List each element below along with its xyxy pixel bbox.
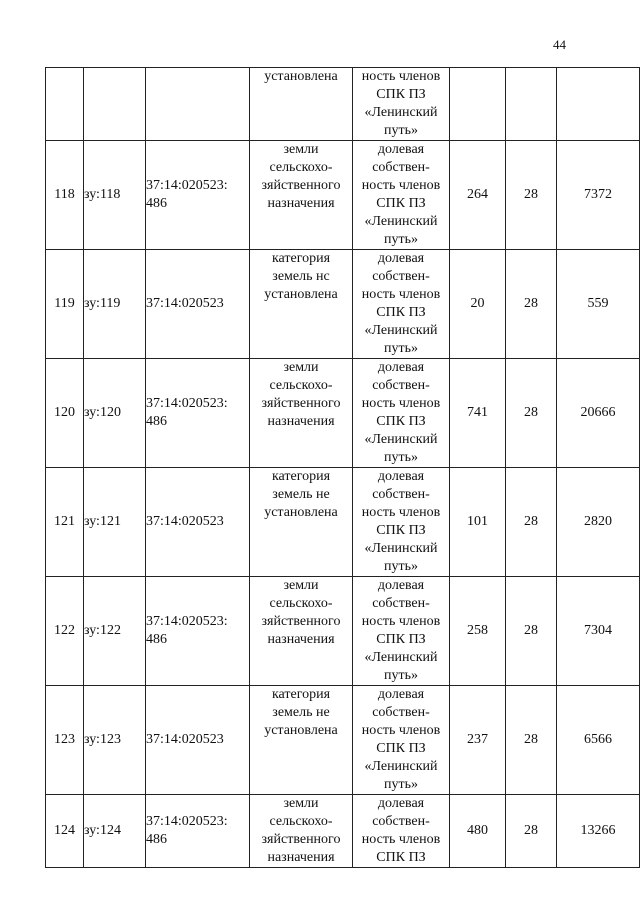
cell-line: 486 [146,632,167,647]
cell-value-2: 28 [506,686,557,795]
cell-line: «Ленинский [364,214,438,229]
cell-value-1: 264 [450,141,506,250]
cell-line: 37:14:020523 [146,514,224,529]
table-row [46,468,640,577]
cell-value-3 [557,68,640,141]
cell-value-1: 258 [450,577,506,686]
cell-ownership [353,795,450,868]
cell-category [250,359,353,468]
cell-value-2: 28 [506,468,557,577]
cell-line: СПК ПЗ [376,523,426,538]
cell-line: земли [283,796,319,811]
cell-ownership [353,141,450,250]
cell-code [84,68,146,141]
cell-value-1 [450,68,506,141]
cell-line: собствен- [372,705,430,720]
cell-ownership [353,686,450,795]
land-plots-table [45,67,640,868]
cell-value-1: 237 [450,686,506,795]
cell-line: назначения [267,850,335,865]
cell-code: зу:120 [84,359,146,468]
cell-cadastral [146,359,250,468]
cell-line: «Ленинский [364,323,438,338]
cell-line: установлена [264,287,338,302]
cell-line: долевая [377,578,425,593]
cell-line: назначения [267,196,335,211]
cell-line: сельскохо- [269,814,333,829]
cell-line: установлена [264,69,338,84]
cell-line: долевая [377,687,425,702]
cell-line: ность членов [361,287,441,302]
cell-line: назначения [267,414,335,429]
cell-line: путь» [384,777,418,792]
cell-line: ность членов [361,178,441,193]
cell-value-1: 741 [450,359,506,468]
cell-number: 118 [46,141,84,250]
cell-line: СПК ПЗ [376,850,426,865]
cell-cadastral [146,468,250,577]
cell-ownership [353,577,450,686]
cell-cadastral [146,250,250,359]
cell-line: собствен- [372,160,430,175]
cell-line: путь» [384,559,418,574]
cell-line: категория [271,687,331,702]
cell-line: ность членов [361,832,441,847]
cell-line: ность членов [361,723,441,738]
table-row [46,686,640,795]
cell-category [250,68,353,141]
cell-line: зяйственного [261,614,341,629]
cell-category [250,250,353,359]
cell-line: «Ленинский [364,759,438,774]
cell-number: 123 [46,686,84,795]
cell-line: зяйственного [261,178,341,193]
cell-value-2: 28 [506,359,557,468]
cell-line: ность членов [361,396,441,411]
cell-number: 122 [46,577,84,686]
cell-line: долевая [377,360,425,375]
page-number: 44 [553,37,566,52]
cell-line: СПК ПЗ [376,196,426,211]
cell-line: земли [283,578,319,593]
cell-ownership [353,359,450,468]
cell-line: долевая [377,469,425,484]
cell-ownership [353,250,450,359]
cell-line: установлена [264,505,338,520]
cell-line: СПК ПЗ [376,305,426,320]
cell-line: собствен- [372,378,430,393]
cell-line: установлена [264,723,338,738]
cell-code: зу:118 [84,141,146,250]
cell-line: назначения [267,632,335,647]
cell-number: 120 [46,359,84,468]
cell-number: 119 [46,250,84,359]
cell-number: 124 [46,795,84,868]
cell-line: категория [271,251,331,266]
cell-value-2 [506,68,557,141]
cell-value-3: 7304 [557,577,640,686]
cell-value-2: 28 [506,577,557,686]
cell-line: ность членов [361,69,441,84]
cell-line: долевая [377,251,425,266]
cell-line: путь» [384,232,418,247]
cell-line: собствен- [372,487,430,502]
cell-line: 37:14:020523: [146,178,228,193]
cell-code: зу:124 [84,795,146,868]
cell-line: СПК ПЗ [376,87,426,102]
cell-ownership [353,68,450,141]
cell-value-2: 28 [506,141,557,250]
cell-line: долевая [377,796,425,811]
cell-line: собствен- [372,596,430,611]
cell-value-3: 2820 [557,468,640,577]
cell-code: зу:123 [84,686,146,795]
cell-line: зяйственного [261,832,341,847]
cell-code: зу:119 [84,250,146,359]
table-row [46,359,640,468]
cell-line: 486 [146,196,167,211]
cell-line: сельскохо- [269,160,333,175]
cell-line: путь» [384,668,418,683]
cell-code: зу:121 [84,468,146,577]
cell-value-2: 28 [506,795,557,868]
cell-category [250,577,353,686]
cell-line: сельскохо- [269,378,333,393]
cell-line: земли [283,360,319,375]
cell-line: ность членов [361,505,441,520]
cell-category [250,141,353,250]
cell-line: земли [283,142,319,157]
cell-line: «Ленинский [364,650,438,665]
cell-value-3: 20666 [557,359,640,468]
cell-line: СПК ПЗ [376,632,426,647]
cell-line: 486 [146,832,167,847]
cell-line: «Ленинский [364,432,438,447]
cell-line: 37:14:020523: [146,814,228,829]
cell-value-1: 101 [450,468,506,577]
cell-value-1: 480 [450,795,506,868]
cell-value-2: 28 [506,250,557,359]
cell-line: путь» [384,341,418,356]
cell-category [250,686,353,795]
cell-line: земель не [272,487,330,502]
cell-cadastral [146,68,250,141]
cell-value-1: 20 [450,250,506,359]
cell-line: зяйственного [261,396,341,411]
table-row [46,795,640,868]
cell-cadastral [146,795,250,868]
table-row [46,250,640,359]
cell-cadastral [146,141,250,250]
cell-number: 121 [46,468,84,577]
cell-line: категория [271,469,331,484]
cell-code: зу:122 [84,577,146,686]
table-row [46,577,640,686]
cell-line: ность членов [361,614,441,629]
cell-line: долевая [377,142,425,157]
cell-line: «Ленинский [364,105,438,120]
cell-value-3: 559 [557,250,640,359]
cell-number [46,68,84,141]
cell-line: СПК ПЗ [376,741,426,756]
cell-line: «Ленинский [364,541,438,556]
cell-value-3: 13266 [557,795,640,868]
table-row-continuation [46,68,640,141]
cell-category [250,468,353,577]
cell-line: 37:14:020523 [146,296,224,311]
cell-line: сельскохо- [269,596,333,611]
cell-line: земель не [272,705,330,720]
cell-line: 37:14:020523 [146,732,224,747]
cell-ownership [353,468,450,577]
cell-line: СПК ПЗ [376,414,426,429]
cell-line: путь» [384,123,418,138]
cell-line: 486 [146,414,167,429]
cell-line: земель нс [272,269,330,284]
cell-cadastral [146,577,250,686]
cell-cadastral [146,686,250,795]
cell-line: собствен- [372,269,430,284]
cell-value-3: 7372 [557,141,640,250]
table-row [46,141,640,250]
cell-value-3: 6566 [557,686,640,795]
cell-line: 37:14:020523: [146,614,228,629]
cell-line: собствен- [372,814,430,829]
cell-line: 37:14:020523: [146,396,228,411]
cell-line: путь» [384,450,418,465]
cell-category [250,795,353,868]
